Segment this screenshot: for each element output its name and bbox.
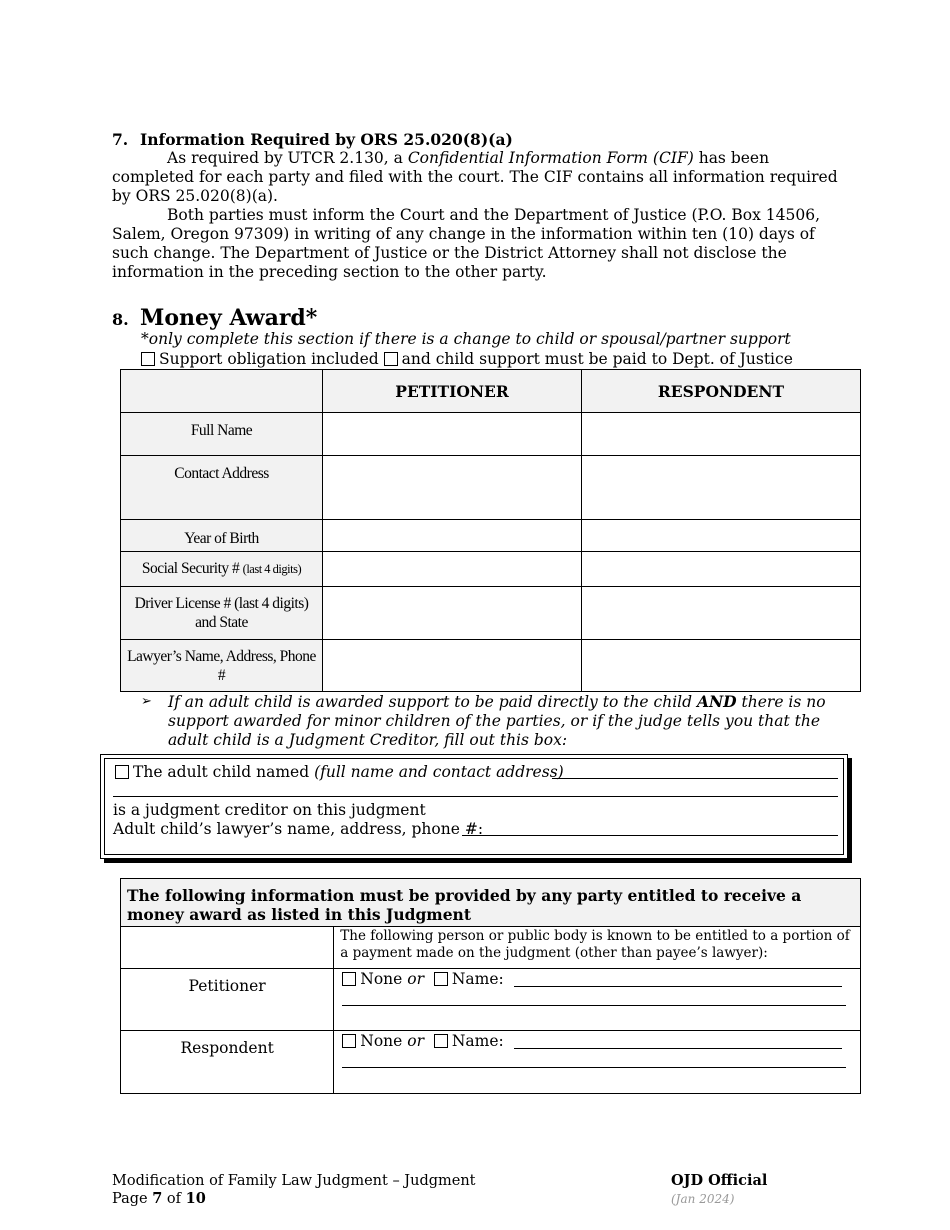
footer-official-label: OJD Official [671, 1172, 768, 1189]
adult-child-address-line[interactable] [113, 796, 838, 797]
adult-child-named-line [115, 763, 564, 782]
ssn-label [121, 552, 323, 587]
respondent-ssn-field[interactable] [582, 552, 861, 587]
footer-revision-date: (Jan 2024) [671, 1192, 735, 1206]
money-award-caption: The following person or public body is known to be entitled to a portion of a payment made on the judgment (other than payee’s lawyer): [334, 927, 861, 969]
party-info-table [120, 369, 861, 692]
ssn-label-small: (last 4 digits) [242, 562, 302, 576]
respondent-none-label: None [360, 1032, 408, 1050]
adult-child-checkbox[interactable] [115, 765, 129, 779]
petitioner-payee-cell [334, 969, 861, 1031]
year-of-birth-label: Year of Birth [121, 520, 323, 552]
petitioner-none-label: None [360, 970, 408, 988]
section-7-number: 7. [112, 130, 129, 149]
adult-child-box [100, 754, 848, 859]
respondent-contact-address-field[interactable] [582, 456, 861, 520]
petitioner-name-checkbox[interactable] [434, 972, 448, 986]
petitioner-lawyer-field[interactable] [323, 640, 582, 692]
support-obligation-label: Support obligation included [159, 350, 379, 368]
money-award-table [120, 878, 861, 1094]
of-word: of [162, 1191, 186, 1207]
petitioner-year-of-birth-field[interactable] [323, 520, 582, 552]
petitioner-none-checkbox[interactable] [342, 972, 356, 986]
money-award-table-header: The following information must be provided by any party entitled to receive a money award as listed in this Judgment [121, 879, 861, 927]
table-corner-cell [121, 370, 323, 413]
driver-license-label: Driver License # (last 4 digits) and State [121, 587, 323, 640]
respondent-none-checkbox[interactable] [342, 1034, 356, 1048]
adult-child-instruction [141, 692, 831, 750]
petitioner-ssn-field[interactable] [323, 552, 582, 587]
petitioner-label: Petitioner [121, 969, 334, 1031]
petitioner-payee-name-line-2[interactable] [342, 1005, 846, 1006]
section-8-note: *only complete this section if there is a change to child or spousal/partner support [141, 330, 791, 348]
section-7 [112, 130, 842, 282]
doj-payment-checkbox[interactable] [384, 352, 398, 366]
adult-child-named-label: The adult child named [133, 763, 315, 781]
adult-child-box-inner [104, 758, 844, 855]
p1-cif-emphasis: Confidential Information Form (CIF) [407, 149, 694, 167]
section-7-paragraph-2: Both parties must inform the Court and the Department of Justice (P.O. Box 14506, Salem, Oregon 97309) in writing of any change in the information within ten (10) days of such change. The Department of Justice or the District Attorney shall not disclose the information in the preceding section to the other party. [112, 206, 821, 281]
contact-address-label: Contact Address [121, 456, 323, 520]
p1-text-a: As required by UTCR 2.130, a [167, 149, 408, 167]
respondent-driver-license-field[interactable] [582, 587, 861, 640]
section-8-number: 8. [112, 310, 129, 329]
doj-payment-label: and child support must be paid to Dept. of Justice [401, 350, 793, 368]
petitioner-column-header: PETITIONER [323, 370, 582, 413]
section-7-heading [112, 130, 842, 149]
respondent-payee-cell [334, 1031, 861, 1094]
respondent-payee-name-line[interactable] [514, 1048, 842, 1049]
adult-child-name-line[interactable] [552, 778, 838, 779]
page-word: Page [112, 1191, 153, 1207]
page-total: 10 [185, 1190, 206, 1207]
petitioner-name-label: Name: [451, 970, 504, 988]
respondent-payee-options [342, 1032, 504, 1051]
respondent-column-header: RESPONDENT [582, 370, 861, 413]
respondent-lawyer-field[interactable] [582, 640, 861, 692]
full-name-label: Full Name [121, 413, 323, 456]
petitioner-or-label: or [407, 970, 424, 988]
p1-text-b: has been completed for each party and filed with the court. The CIF contains all information required by ORS 25.020(8)(a). [112, 149, 838, 205]
respondent-or-label: or [407, 1032, 424, 1050]
footer-left [112, 1172, 476, 1208]
footer-page-number [112, 1190, 476, 1208]
instruction-text-a: If an adult child is awarded support to be paid directly to the child [168, 693, 697, 711]
petitioner-payee-name-line[interactable] [514, 986, 842, 987]
respondent-payee-name-line-2[interactable] [342, 1067, 846, 1068]
respondent-full-name-field[interactable] [582, 413, 861, 456]
page-current: 7 [152, 1190, 163, 1207]
respondent-name-checkbox[interactable] [434, 1034, 448, 1048]
section-7-paragraph-1 [112, 149, 842, 206]
judgment-creditor-text: is a judgment creditor on this judgment [113, 801, 426, 819]
section-8-title: Money Award* [140, 305, 318, 331]
instruction-text-b: there is no support awarded for minor children of the parties, or if the judge tells you that the adult child is a Judgment Creditor, fill out this box: [168, 693, 826, 749]
section-7-title: Information Required by ORS 25.020(8)(a) [140, 130, 513, 149]
petitioner-payee-options [342, 970, 504, 989]
petitioner-full-name-field[interactable] [323, 413, 582, 456]
adult-child-lawyer-label: Adult child’s lawyer’s name, address, phone #: [113, 820, 484, 838]
footer-right [671, 1172, 767, 1208]
adult-child-named-hint: (full name and contact address) [314, 763, 564, 781]
support-checkbox-line [141, 350, 793, 369]
arrow-bullet-icon: ➢ [141, 694, 152, 709]
lawyer-label: Lawyer’s Name, Address, Phone # [121, 640, 323, 692]
respondent-name-label: Name: [451, 1032, 504, 1050]
adult-child-lawyer-line-2[interactable] [113, 854, 838, 855]
footer-form-title: Modification of Family Law Judgment – Judgment [112, 1173, 476, 1189]
instruction-and-bold: AND [696, 692, 737, 711]
money-award-blank-cell [121, 927, 334, 969]
ssn-label-main: Social Security # [141, 560, 243, 577]
petitioner-driver-license-field[interactable] [323, 587, 582, 640]
support-obligation-checkbox[interactable] [141, 352, 155, 366]
respondent-year-of-birth-field[interactable] [582, 520, 861, 552]
respondent-label: Respondent [121, 1031, 334, 1094]
petitioner-contact-address-field[interactable] [323, 456, 582, 520]
adult-child-lawyer-line[interactable] [462, 835, 838, 836]
